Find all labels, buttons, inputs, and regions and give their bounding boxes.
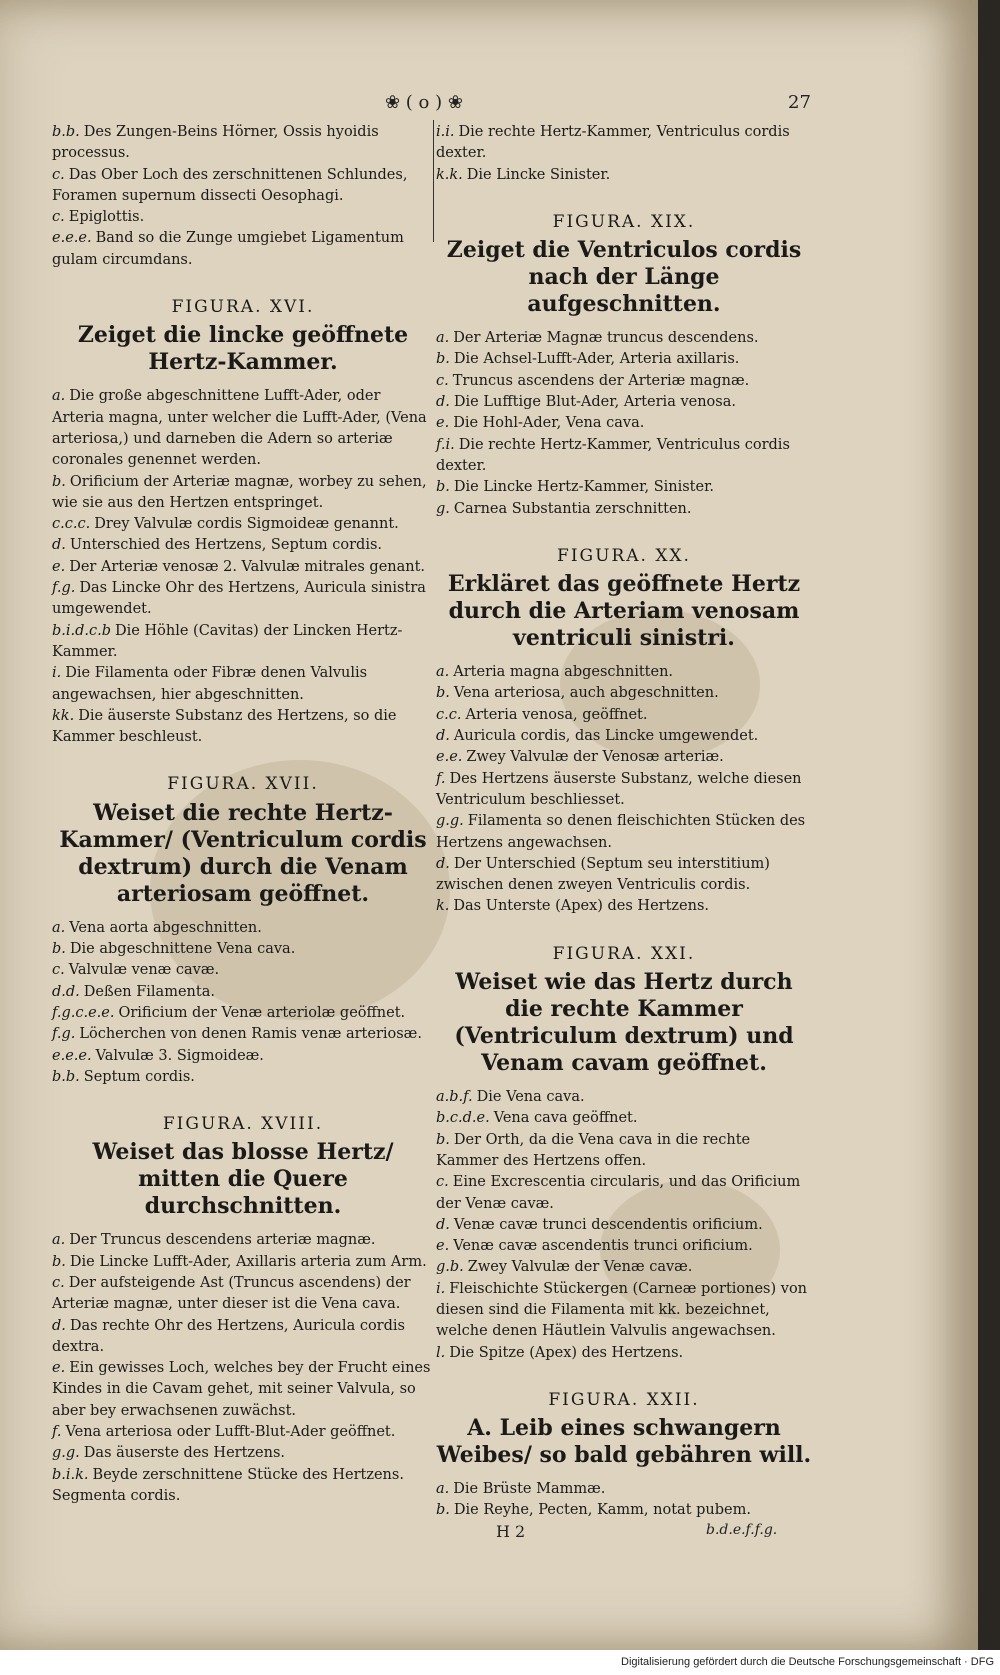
entry-key: c. bbox=[52, 962, 65, 979]
entry-text: Epiglottis. bbox=[68, 209, 145, 226]
legend-entry bbox=[52, 386, 434, 471]
entry-text: Septum cordis. bbox=[83, 1068, 195, 1085]
legend-entry bbox=[436, 1479, 812, 1500]
entry-text: Ein gewisses Loch, welches bey der Frucht eines Kindes in die Cavam gehet, mit seiner Valvula, so aber bey erwachsenen zuwächst. bbox=[52, 1360, 431, 1419]
entry-text: Des Hertzens äuserste Substanz, welche diesen Ventriculum beschliesset. bbox=[436, 770, 802, 808]
entry-key: b. bbox=[52, 1253, 66, 1270]
entry-key: b. bbox=[436, 685, 450, 702]
entry-key: b.i.k. bbox=[52, 1466, 89, 1483]
entry-key: d. bbox=[52, 1317, 66, 1334]
entry-text: Valvulæ venæ cavæ. bbox=[68, 962, 220, 979]
entry-text: Das Unterste (Apex) des Hertzens. bbox=[453, 898, 710, 915]
entry-key: d.d. bbox=[52, 983, 80, 1000]
right-column bbox=[436, 122, 812, 1522]
entry-text: Die Lincke Hertz-Kammer, Sinister. bbox=[453, 479, 715, 496]
page-header bbox=[0, 92, 978, 116]
entry-key: a. bbox=[52, 919, 66, 936]
legend-entry bbox=[436, 371, 812, 392]
legend-entry bbox=[436, 1172, 812, 1215]
entry-text: Beyde zerschnittene Stücke des Hertzens. Segmenta cordis. bbox=[52, 1466, 404, 1504]
entry-text: Eine Excrescentia circularis, und das Orificium der Venæ cavæ. bbox=[436, 1174, 801, 1212]
legend-entry bbox=[52, 514, 434, 535]
entry-key: a. bbox=[436, 1481, 450, 1498]
entry-key: f.g.c.e.e. bbox=[52, 1004, 115, 1021]
legend-entry bbox=[52, 557, 434, 578]
entry-text: Der Truncus descendens arteriæ magnæ. bbox=[69, 1232, 376, 1249]
entry-key: k.k. bbox=[436, 166, 463, 183]
entry-text: Die Filamenta oder Fibræ denen Valvulis angewachsen, hier abgeschnitten. bbox=[52, 665, 368, 703]
legend-entry bbox=[52, 207, 434, 228]
entry-text: Carnea Substantia zerschnitten. bbox=[453, 500, 692, 517]
entry-key: b.c.d.e. bbox=[436, 1110, 490, 1127]
entry-text: Das Lincke Ohr des Hertzens, Auricula sinistra umgewendet. bbox=[52, 580, 426, 618]
entry-key: c.c. bbox=[436, 706, 462, 723]
legend-entry bbox=[52, 1273, 434, 1316]
entry-key: b.i.d.c.b bbox=[52, 622, 112, 639]
legend-entry bbox=[436, 747, 812, 768]
legend-entry bbox=[52, 1046, 434, 1067]
legend-entry bbox=[436, 477, 812, 498]
entry-key: f.g. bbox=[52, 580, 76, 597]
legend-entry bbox=[52, 1252, 434, 1273]
entry-key: a. bbox=[52, 388, 66, 405]
digitization-footer bbox=[0, 1650, 1000, 1675]
legend-entry bbox=[52, 1024, 434, 1045]
entry-text: Fleischichte Stückergen (Carneæ portiones) von diesen sind die Filamenta mit kk. bezeichnet, welche denen Häutlein Valvulis angewachsen. bbox=[436, 1280, 808, 1340]
entry-key: d. bbox=[436, 394, 450, 411]
entry-text: Vena arteriosa, auch abgeschnitten. bbox=[453, 685, 719, 702]
entry-text: Die Höhle (Cavitas) der Lincken Hertz-Kammer. bbox=[52, 622, 403, 660]
legend-entry bbox=[436, 413, 812, 434]
entry-key: i.i. bbox=[436, 124, 455, 140]
legend-entry bbox=[436, 328, 812, 349]
entry-key: c.c.c. bbox=[52, 516, 91, 533]
entry-text: Band so die Zunge umgiebet Ligamentum gulam circumdans. bbox=[52, 230, 404, 268]
legend-entry bbox=[436, 1108, 812, 1129]
entry-text: Die Vena cava. bbox=[476, 1089, 585, 1106]
entry-text: Die Achsel-Lufft-Ader, Arteria axillaris. bbox=[453, 351, 740, 368]
entry-text: Vena aorta abgeschnitten. bbox=[69, 919, 262, 936]
entry-key: b.b. bbox=[52, 1068, 80, 1085]
entry-key: b. bbox=[436, 479, 450, 496]
legend-entry bbox=[436, 705, 812, 726]
entry-text: Orificium der Venæ arteriolæ geöffnet. bbox=[118, 1004, 406, 1021]
legend-entry bbox=[436, 122, 812, 165]
entry-key: e.e.e. bbox=[52, 1047, 92, 1064]
figure-caption: Weiset das blosse Hertz/ mitten die Quere durchschnitten. bbox=[92, 1139, 394, 1220]
legend-entry bbox=[52, 578, 434, 621]
entry-text: Die Lincke Lufft-Ader, Axillaris arteria zum Arm. bbox=[69, 1253, 427, 1270]
entry-text: Venæ cavæ ascendentis trunci orificium. bbox=[453, 1238, 753, 1255]
entry-text: Der Orth, da die Vena cava in die rechte Kammer des Hertzens offen. bbox=[436, 1131, 751, 1169]
entry-text: Die Lufftige Blut-Ader, Arteria venosa. bbox=[453, 394, 736, 411]
legend-entry bbox=[52, 228, 434, 271]
legend-entry bbox=[52, 535, 434, 556]
entry-text: Die abgeschnittene Vena cava. bbox=[69, 941, 296, 958]
entry-key: a. bbox=[52, 1232, 66, 1249]
legend-entry bbox=[52, 918, 434, 939]
legend-entry bbox=[52, 1465, 434, 1508]
entry-text: Die Hohl-Ader, Vena cava. bbox=[453, 415, 645, 432]
legend-entry bbox=[52, 1067, 434, 1088]
legend-entry bbox=[52, 1443, 434, 1464]
entry-key: e. bbox=[52, 558, 66, 575]
entry-text: Arteria magna abgeschnitten. bbox=[453, 664, 674, 681]
entry-text: Valvulæ 3. Sigmoideæ. bbox=[95, 1047, 264, 1064]
entry-key: b. bbox=[436, 1131, 450, 1148]
entry-key: c. bbox=[436, 1174, 449, 1191]
entry-key: e.e. bbox=[436, 749, 463, 766]
legend-entry bbox=[436, 896, 812, 917]
legend-entry bbox=[436, 349, 812, 370]
entry-key: l. bbox=[436, 1344, 446, 1361]
entry-text: Zwey Valvulæ der Venæ cavæ. bbox=[467, 1259, 693, 1276]
figure-heading: FIGURA. XX. bbox=[557, 545, 691, 566]
entry-key: g.g. bbox=[436, 813, 464, 830]
entry-key: g. bbox=[436, 500, 450, 517]
legend-entry bbox=[436, 1279, 812, 1343]
entry-key: d. bbox=[436, 855, 450, 872]
legend-entry bbox=[436, 435, 812, 478]
entry-text: Arteria venosa, geöffnet. bbox=[465, 706, 648, 723]
legend-entry bbox=[436, 392, 812, 413]
entry-key: c. bbox=[52, 166, 65, 183]
figure-caption: Zeiget die lincke geöffnete Hertz-Kammer. bbox=[77, 322, 409, 376]
entry-key: a. bbox=[436, 664, 450, 681]
entry-key: e. bbox=[436, 415, 450, 432]
entry-text: Venæ cavæ trunci descendentis orificium. bbox=[453, 1216, 763, 1233]
entry-text: Die äuserste Substanz des Hertzens, so die Kammer beschleust. bbox=[52, 707, 397, 746]
entry-key: d. bbox=[436, 728, 450, 745]
legend-entry bbox=[52, 960, 434, 981]
entry-text: Des Zungen-Beins Hörner, Ossis hyoidis processus. bbox=[52, 124, 379, 162]
legend-entry bbox=[436, 499, 812, 520]
legend-entry bbox=[52, 939, 434, 960]
legend-entry bbox=[52, 663, 434, 706]
legend-entry bbox=[436, 854, 812, 897]
entry-text: Der aufsteigende Ast (Truncus ascendens) der Arteriæ magnæ, unter dieser ist die Vena cava. bbox=[52, 1274, 411, 1313]
figure-caption: Erkläret das geöffnete Hertz durch die Arteriam venosam ventriculi sinistri. bbox=[447, 571, 801, 652]
figure-caption: Zeiget die Ventriculos cordis nach der Länge aufgeschnitten. bbox=[446, 237, 802, 318]
entry-text: Die rechte Hertz-Kammer, Ventriculus cordis dexter. bbox=[436, 436, 790, 474]
legend-entry bbox=[52, 1316, 434, 1359]
entry-text: Auricula cordis, das Lincke umgewendet. bbox=[453, 728, 759, 745]
entry-text: Der Unterschied (Septum seu interstitium) zwischen denen zweyen Ventriculis cordis. bbox=[436, 855, 770, 894]
entry-key: b. bbox=[436, 1502, 450, 1519]
legend-entry bbox=[52, 165, 434, 208]
entry-key: kk. bbox=[52, 707, 75, 724]
figure-heading: FIGURA. XXI. bbox=[552, 943, 696, 964]
figure-heading: FIGURA. XXII. bbox=[548, 1389, 700, 1410]
page-number: 27 bbox=[788, 92, 811, 113]
legend-entry bbox=[436, 165, 812, 186]
figure-heading: FIGURA. XVII. bbox=[167, 774, 319, 795]
entry-key: g.b. bbox=[436, 1259, 464, 1276]
legend-entry bbox=[52, 621, 434, 664]
entry-text: Die Brüste Mammæ. bbox=[453, 1481, 606, 1498]
legend-entry bbox=[52, 1003, 434, 1024]
entry-key: e. bbox=[52, 1360, 66, 1377]
entry-key: b. bbox=[52, 473, 66, 490]
entry-key: d. bbox=[436, 1216, 450, 1233]
page-edge bbox=[978, 0, 1000, 1650]
legend-entry bbox=[52, 1230, 434, 1251]
header-ornament: ❀ ( o ) ❀ bbox=[385, 92, 463, 113]
legend-entry bbox=[52, 1358, 434, 1422]
entry-key: b. bbox=[52, 941, 66, 958]
legend-entry bbox=[436, 1500, 812, 1521]
legend-entry bbox=[436, 1257, 812, 1278]
figure-heading: FIGURA. XVIII. bbox=[162, 1114, 324, 1135]
entry-key: g.g. bbox=[52, 1445, 80, 1462]
legend-entry bbox=[436, 811, 812, 854]
entry-text: Das Ober Loch des zerschnittenen Schlundes, Foramen supernum dissecti Oesophagi. bbox=[52, 166, 408, 204]
entry-key: f. bbox=[52, 1424, 62, 1441]
entry-text: Die Lincke Sinister. bbox=[466, 166, 611, 183]
entry-key: c. bbox=[52, 1274, 65, 1291]
legend-entry bbox=[436, 662, 812, 683]
entry-text: Unterschied des Hertzens, Septum cordis. bbox=[69, 537, 383, 554]
entry-key: i. bbox=[52, 665, 62, 682]
figure-heading: FIGURA. XVI. bbox=[171, 297, 315, 318]
entry-text: Truncus ascendens der Arteriæ magnæ. bbox=[452, 372, 750, 389]
legend-entry bbox=[436, 1236, 812, 1257]
entry-key: f. bbox=[436, 770, 446, 787]
figure-heading: FIGURA. XIX. bbox=[552, 211, 696, 232]
entry-key: i. bbox=[436, 1280, 446, 1297]
entry-text: Die Reyhe, Pecten, Kamm, notat pubem. bbox=[453, 1502, 751, 1519]
entry-key: e. bbox=[436, 1238, 450, 1255]
entry-key: k. bbox=[436, 898, 450, 915]
entry-text: Orificium der Arteriæ magnæ, worbey zu sehen, wie sie aus den Hertzen entspringet. bbox=[52, 473, 427, 511]
entry-key: e.e.e. bbox=[52, 230, 92, 247]
entry-text: Vena arteriosa oder Lufft-Blut-Ader geöffnet. bbox=[65, 1424, 396, 1441]
footer-credit: Digitalisierung gefördert durch die Deutsche Forschungsgemeinschaft · DFG bbox=[621, 1656, 994, 1668]
legend-entry bbox=[52, 472, 434, 515]
entry-key: f.g. bbox=[52, 1026, 76, 1043]
entry-key: c. bbox=[436, 372, 449, 389]
entry-key: b. bbox=[436, 351, 450, 368]
entry-text: Drey Valvulæ cordis Sigmoideæ genannt. bbox=[94, 516, 399, 533]
entry-key: a.b.f. bbox=[436, 1089, 473, 1106]
entry-text: Deßen Filamenta. bbox=[83, 983, 215, 1000]
legend-entry bbox=[52, 982, 434, 1003]
catchword: b.d.e.f.f.g. bbox=[706, 1522, 778, 1538]
legend-entry bbox=[436, 1087, 812, 1108]
entry-text: Zwey Valvulæ der Venosæ arteriæ. bbox=[466, 749, 724, 766]
legend-entry bbox=[436, 726, 812, 747]
entry-text: Das äuserste des Hertzens. bbox=[83, 1445, 286, 1462]
legend-entry bbox=[436, 1130, 812, 1173]
legend-entry bbox=[436, 1343, 812, 1364]
figure-caption: A. Leib eines schwangern Weibes/ so bald gebähren will. bbox=[436, 1415, 812, 1469]
figure-caption: Weiset wie das Hertz durch die rechte Kammer (Ventriculum dextrum) und Venam cavam geöffnet. bbox=[454, 969, 794, 1077]
entry-key: b.b. bbox=[52, 124, 80, 140]
legend-entry bbox=[436, 769, 812, 812]
entry-text: Die große abgeschnittene Lufft-Ader, oder Arteria magna, unter welcher die Lufft-Ader, (Vena arteriosa,) und darneben die Adern so arteriæ coronales genennet werden. bbox=[52, 388, 427, 469]
signature-mark: H 2 bbox=[496, 1522, 526, 1541]
entry-key: c. bbox=[52, 209, 65, 226]
legend-entry bbox=[436, 1215, 812, 1236]
left-column bbox=[52, 122, 434, 1507]
entry-text: Die Spitze (Apex) des Hertzens. bbox=[449, 1344, 684, 1361]
entry-text: Die rechte Hertz-Kammer, Ventriculus cordis dexter. bbox=[436, 124, 790, 162]
legend-entry bbox=[52, 706, 434, 749]
entry-key: a. bbox=[436, 330, 450, 347]
entry-text: Der Arteriæ Magnæ truncus descendens. bbox=[453, 330, 759, 347]
entry-text: Der Arteriæ venosæ 2. Valvulæ mitrales genant. bbox=[69, 558, 426, 575]
figure-caption: Weiset die rechte Hertz-Kammer/ (Ventriculum cordis dextrum) durch die Venam arteriosam geöffnet. bbox=[59, 799, 427, 907]
entry-text: Vena cava geöffnet. bbox=[493, 1110, 638, 1127]
legend-entry bbox=[52, 122, 434, 165]
entry-text: Filamenta so denen fleischichten Stücken des Hertzens angewachsen. bbox=[436, 813, 806, 851]
entry-key: d. bbox=[52, 537, 66, 554]
entry-text: Löcherchen von denen Ramis venæ arteriosæ. bbox=[79, 1026, 422, 1043]
legend-entry bbox=[436, 683, 812, 704]
entry-key: f.i. bbox=[436, 436, 455, 453]
legend-entry bbox=[52, 1422, 434, 1443]
entry-text: Das rechte Ohr des Hertzens, Auricula cordis dextra. bbox=[52, 1317, 405, 1355]
